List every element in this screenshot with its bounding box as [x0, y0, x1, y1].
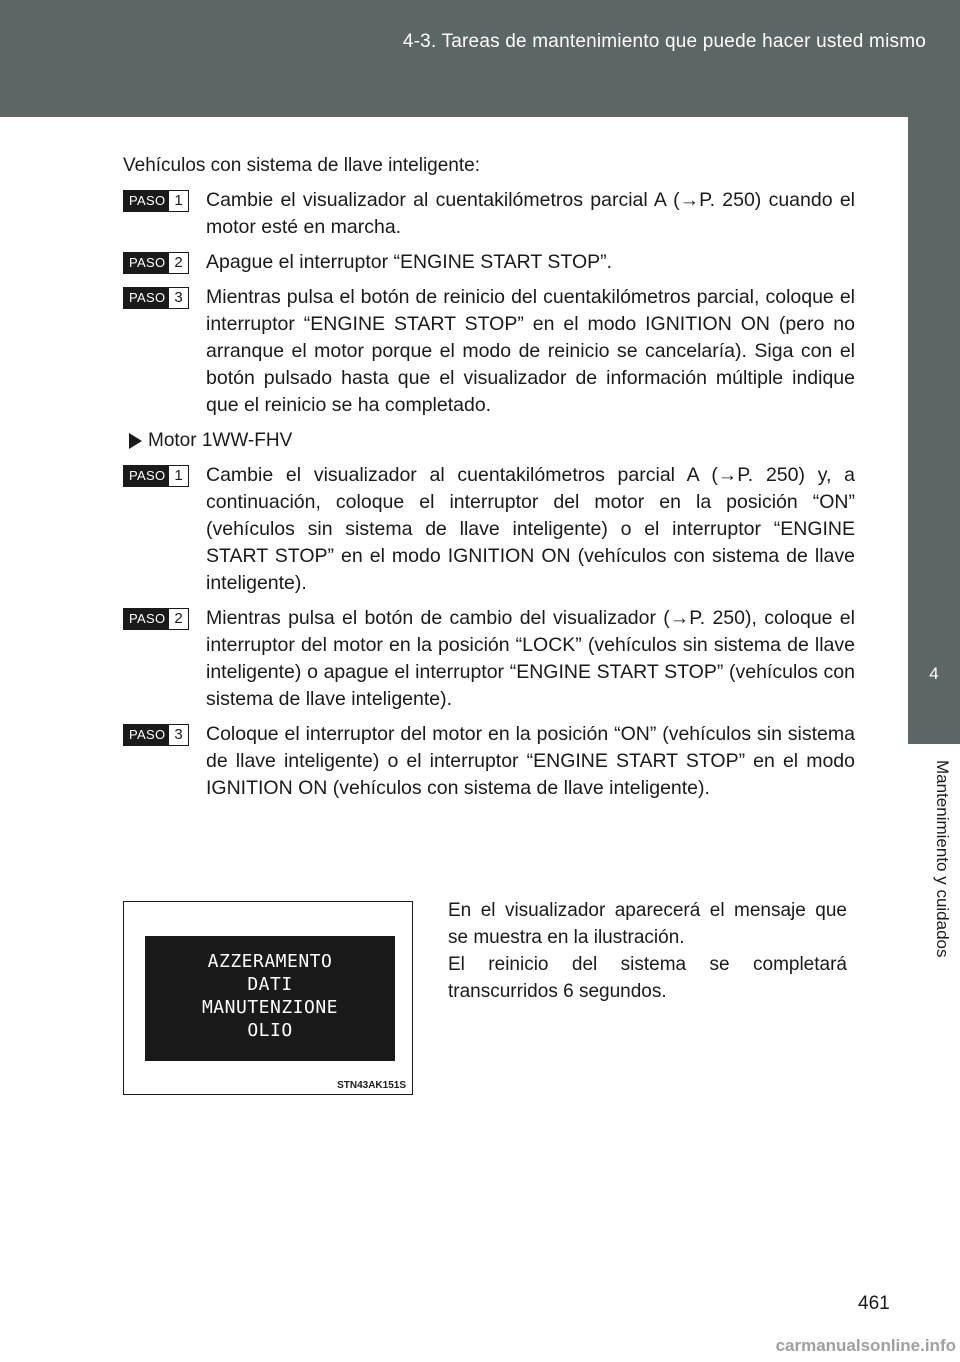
- step-text: Cambie el visualizador al cuentakilómetros parcial A (→P. 250) y, a continuación, coloque el interruptor del motor en la posición “ON” (vehículos sin sistema de llave inteligente) o el interruptor “ENGINE START STOP” en el modo IGNITION ON (vehículos con sistema de llave inteligente).: [206, 464, 855, 594]
- step-badge: PASO 3: [123, 287, 189, 309]
- step-badge: PASO 3: [123, 724, 189, 746]
- step-a-1: [123, 187, 855, 241]
- figure-caption: [448, 897, 847, 1005]
- step-text: Mientras pulsa el botón de reinicio del cuentakilómetros parcial, coloque el interruptor “ENGINE START STOP” en el modo IGNITION ON (pero no arranque el motor porque el modo de reinicio se cancelaría). Siga con el botón pulsado hasta que el visualizador de información múltiple indique que el reinicio se ha completado.: [206, 286, 855, 416]
- step-a-3: [123, 284, 855, 419]
- step-badge: PASO 2: [123, 608, 189, 630]
- triangle-bullet-icon: [129, 433, 142, 449]
- figure-code: STN43AK151S: [337, 1080, 406, 1091]
- display-illustration: [123, 901, 413, 1095]
- intro-text: Vehículos con sistema de llave inteligente:: [123, 155, 480, 176]
- chapter-label: Mantenimiento y cuidados: [933, 760, 952, 958]
- step-text: Coloque el interruptor del motor en la posición “ON” (vehículos sin sistema de llave inteligente) o el interruptor “ENGINE START STOP” en el modo IGNITION ON (vehículos con sistema de llave inteligente).: [206, 723, 855, 799]
- caption-paragraph-1: En el visualizador aparecerá el mensaje que se muestra en la ilustración.: [448, 900, 847, 948]
- step-badge: PASO 2: [123, 252, 189, 274]
- chapter-tab: [908, 117, 960, 744]
- step-b-3: [123, 721, 855, 802]
- page-header: [0, 0, 960, 117]
- step-text: Mientras pulsa el botón de cambio del visualizador (→P. 250), coloque el interruptor del motor en la posición “LOCK” (vehículos sin sistema de llave inteligente) o apague el interruptor “ENGINE START STOP” (vehículos con sistema de llave inteligente).: [206, 607, 855, 710]
- step-text: Apague el interruptor “ENGINE START STOP”.: [206, 251, 613, 273]
- display-screen: AZZERAMENTO DATI MANUTENZIONE OLIO: [145, 936, 395, 1061]
- section-title: 4-3. Tareas de mantenimiento que puede hacer usted mismo: [402, 31, 926, 52]
- step-a-2: [123, 249, 855, 276]
- step-badge: PASO 1: [123, 465, 189, 487]
- step-b-1: [123, 462, 855, 597]
- step-text: Cambie el visualizador al cuentakilómetros parcial A (→P. 250) cuando el motor esté en marcha.: [206, 189, 855, 238]
- main-content: [123, 152, 855, 810]
- watermark: carmanualsonline.info: [775, 1336, 956, 1355]
- page-number: 461: [858, 1293, 890, 1314]
- engine-subheading: Motor 1WW-FHV: [123, 427, 855, 454]
- step-badge: PASO 1: [123, 190, 189, 212]
- step-b-2: [123, 605, 855, 713]
- caption-paragraph-2: El reinicio del sistema se completará transcurridos 6 segundos.: [448, 954, 847, 1002]
- chapter-number: 4: [929, 664, 939, 683]
